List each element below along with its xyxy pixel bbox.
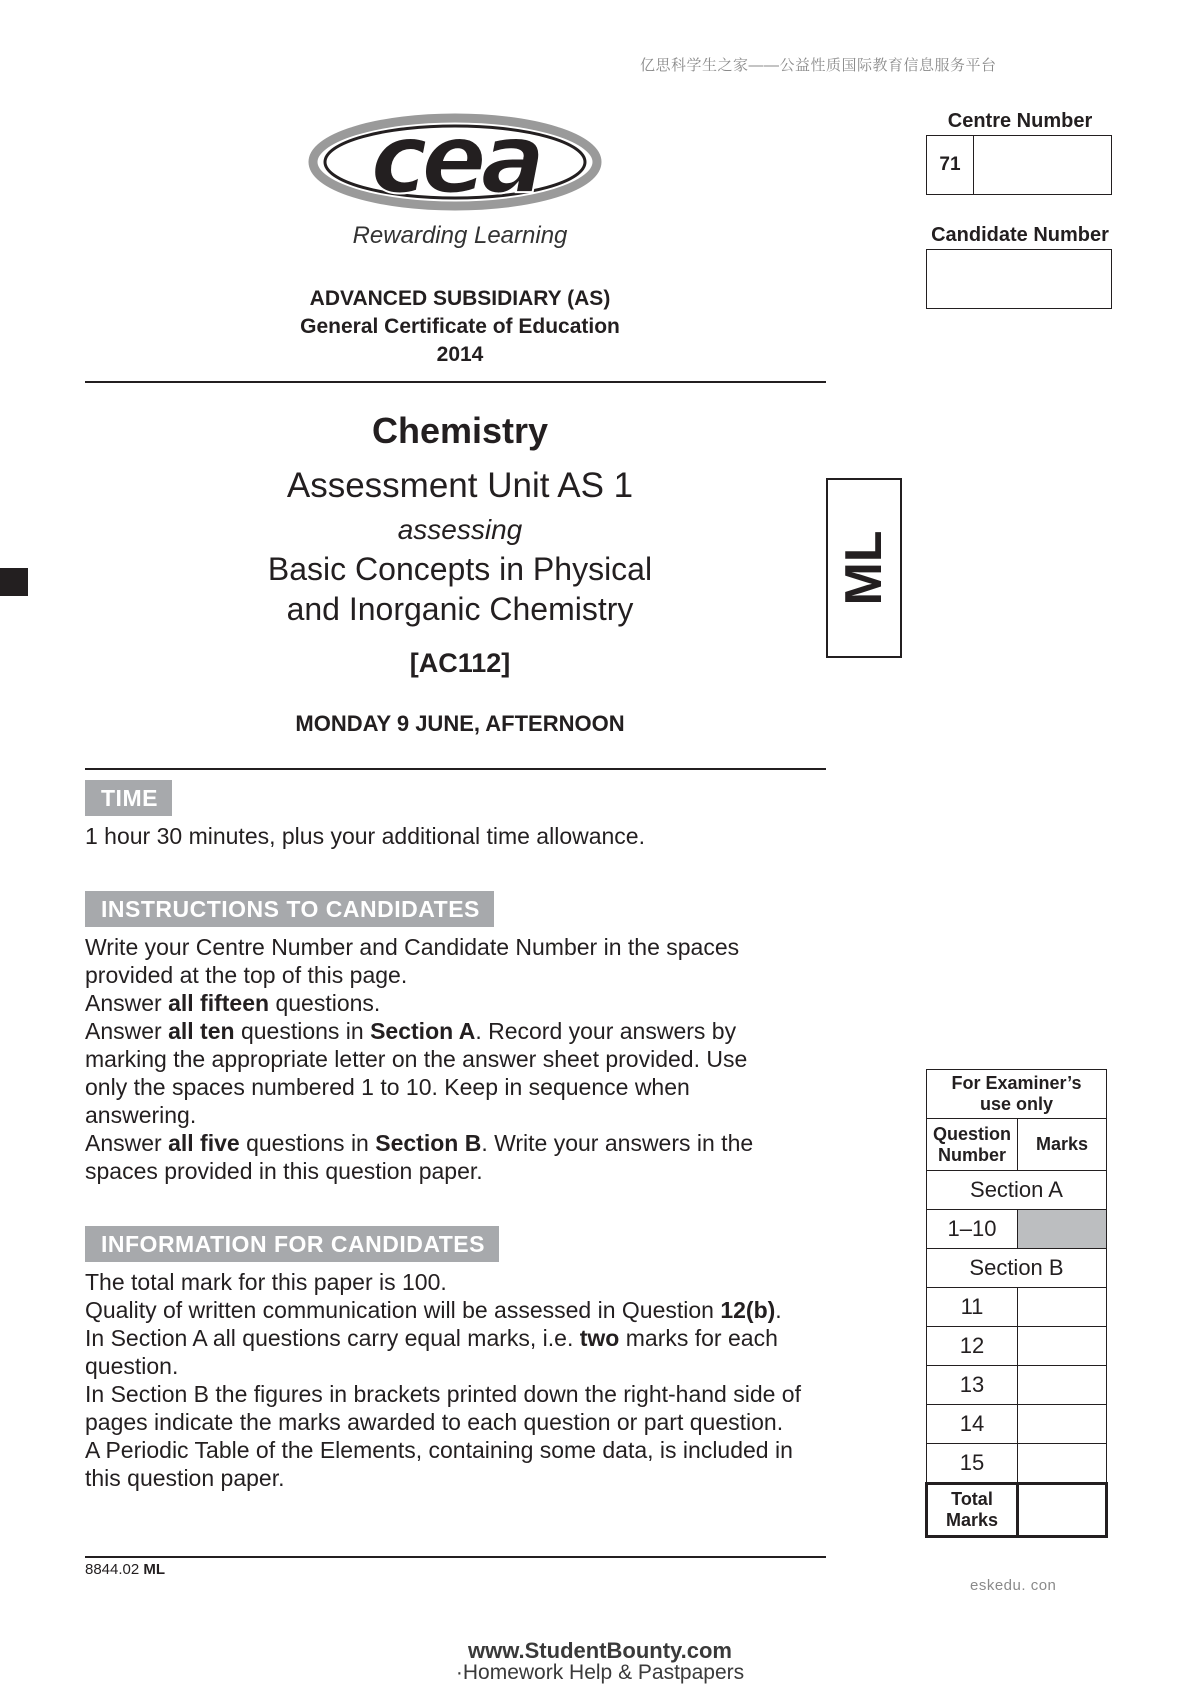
marks-cell[interactable]: [1018, 1288, 1107, 1327]
header-line-1: ADVANCED SUBSIDIARY (AS): [309, 287, 611, 310]
time-text: 1 hour 30 minutes, plus your additional time allowance.: [85, 823, 645, 849]
marks-cell[interactable]: [1018, 1327, 1107, 1366]
instruction-3: Answer all ten questions in Section A. Record your answers by marking the appropriate letter on the answer sheet provided. Use only the spaces numbered 1 to 10. Keep in sequence when answering.: [85, 1018, 748, 1128]
footer-code: 8844.02 ML: [85, 1561, 166, 1578]
instruction-2: Answer all fifteen questions.: [85, 990, 381, 1016]
information-5: A Periodic Table of the Elements, containing some data, is included in this question paper.: [85, 1437, 793, 1491]
studentbounty-tagline: ·Homework Help & Pastpapers: [455, 1661, 745, 1684]
unit-title-line-1: Basic Concepts in Physical: [267, 551, 653, 587]
cea-logo: [305, 112, 605, 222]
assessing-label: assessing: [397, 514, 523, 545]
candidate-number-field[interactable]: [926, 249, 1112, 309]
time-label: TIME: [85, 780, 172, 816]
information-body: [85, 1268, 825, 1492]
centre-number-label: Centre Number: [947, 110, 1093, 132]
divider-bottom: [85, 1556, 826, 1558]
question-cell: 15: [927, 1444, 1018, 1484]
question-cell: 12: [927, 1327, 1018, 1366]
ml-mark: ML: [835, 530, 893, 606]
site-watermark: eskedu. con: [970, 1577, 1057, 1594]
information-2: Quality of written communication will be assessed in Question 12(b).: [85, 1297, 782, 1323]
centre-number-prefix: 71: [927, 136, 974, 194]
total-marks-label: Total Marks: [927, 1484, 1018, 1537]
centre-number-field[interactable]: [926, 135, 1112, 195]
unit-name: Assessment Unit AS 1: [286, 466, 634, 505]
information-1: The total mark for this paper is 100.: [85, 1269, 447, 1295]
instructions-label: INSTRUCTIONS TO CANDIDATES: [85, 891, 494, 927]
information-4: In Section B the figures in brackets printed down the right-hand side of pages indicate the marks awarded to each question or part question.: [85, 1381, 801, 1435]
studentbounty-logo: [445, 1640, 755, 1684]
marks-cell[interactable]: [1018, 1444, 1107, 1484]
instruction-1: Write your Centre Number and Candidate Number in the spaces provided at the top of this page.: [85, 934, 740, 988]
information-label: INFORMATION FOR CANDIDATES: [85, 1226, 499, 1262]
information-3: In Section A all questions carry equal marks, i.e. two marks for each question.: [85, 1325, 778, 1379]
candidate-number-label: Candidate Number: [931, 224, 1109, 246]
examiner-header: For Examiner’s use only: [927, 1070, 1107, 1119]
section-a-marks-cell: [1018, 1210, 1107, 1249]
qualification-header: [200, 285, 720, 369]
question-cell: 11: [927, 1288, 1018, 1327]
divider-middle: [85, 768, 826, 770]
watermark-top: 亿思科学生之家——公益性质国际教育信息服务平台: [640, 57, 997, 74]
marks-cell[interactable]: [1018, 1366, 1107, 1405]
section-a-row: Section A: [927, 1171, 1107, 1210]
ml-box: [826, 478, 902, 658]
exam-date: MONDAY 9 JUNE, AFTERNOON: [295, 711, 625, 736]
question-cell: 14: [927, 1405, 1018, 1444]
paper-code: [AC112]: [409, 648, 511, 678]
side-registration-mark: [0, 568, 28, 596]
question-cell: 13: [927, 1366, 1018, 1405]
total-marks-cell[interactable]: [1018, 1484, 1107, 1537]
instruction-4: Answer all five questions in Section B. Write your answers in the spaces provided in this question paper.: [85, 1130, 754, 1184]
divider-top: [85, 381, 826, 383]
examiner-table: [925, 1069, 1108, 1538]
svg-text:cea: cea: [370, 112, 540, 215]
instructions-body: [85, 933, 795, 1185]
question-range-cell: 1–10: [927, 1210, 1018, 1249]
marks-cell[interactable]: [1018, 1405, 1107, 1444]
marks-header: Marks: [1018, 1119, 1107, 1171]
unit-title-line-2: and Inorganic Chemistry: [286, 591, 634, 627]
subject-title: Chemistry: [371, 410, 549, 451]
logo-tagline: Rewarding Learning: [352, 222, 568, 249]
question-number-header: Question Number: [927, 1119, 1018, 1171]
header-line-3: 2014: [436, 343, 484, 366]
studentbounty-url: www.StudentBounty.com: [468, 1638, 732, 1663]
unit-title: [150, 549, 770, 629]
header-line-2: General Certificate of Education: [300, 315, 620, 338]
section-b-row: Section B: [927, 1249, 1107, 1288]
